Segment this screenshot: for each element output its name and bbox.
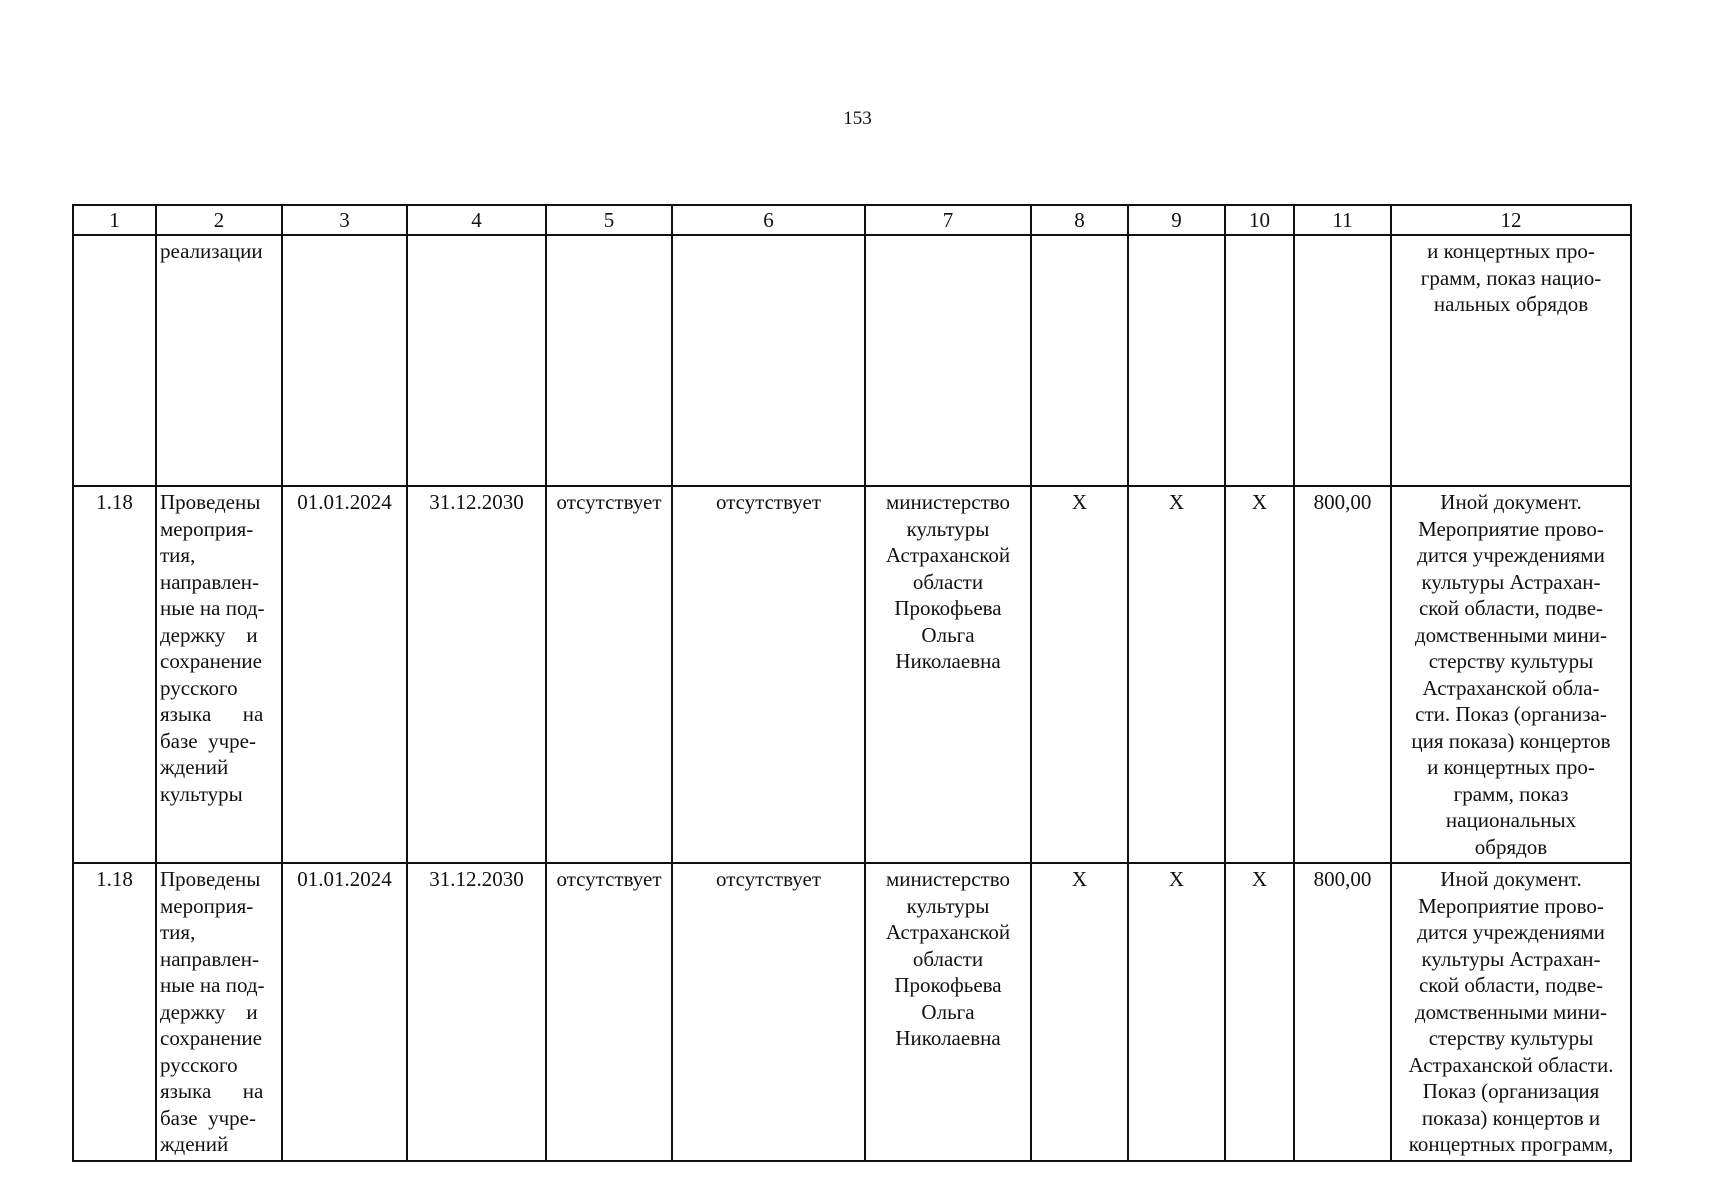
event-name-line: ждений (160, 1132, 229, 1156)
note-line: показа) концертов и (1421, 1105, 1601, 1130)
event-name-line: языка на (160, 1079, 264, 1103)
cell-col6: отсутствует (672, 863, 865, 1161)
cell-number: 1.18 (73, 863, 156, 1161)
responsible-line: Прокофьева (894, 596, 1002, 620)
responsible-line: Астраханской (885, 543, 1011, 567)
event-name-line: держку и (160, 999, 258, 1024)
cell-col10: X (1225, 863, 1294, 1161)
col-header-8: 8 (1031, 205, 1128, 235)
responsible-line: министерство (885, 490, 1011, 514)
cell-col5: отсутствует (546, 863, 672, 1161)
col-header-10: 10 (1225, 205, 1294, 235)
table-row (73, 486, 1631, 863)
event-name-line: сохранение (160, 649, 262, 673)
cell-end-date: 31.12.2030 (407, 486, 546, 863)
event-name-line: направлен- (160, 569, 260, 594)
col-header-11: 11 (1294, 205, 1391, 235)
cell-col5: отсутствует (546, 486, 672, 863)
responsible-line: культуры (906, 516, 990, 541)
cell-note-continued: и концертных про- грамм, показ нацио- нальных обрядов (1391, 235, 1631, 486)
note-line: Мероприятие прово- (1418, 516, 1604, 541)
cell-responsible (865, 863, 1031, 1161)
event-name-line: ждений (160, 755, 229, 779)
event-name-line: языка на (160, 702, 264, 726)
col-header-4: 4 (407, 205, 546, 235)
event-name-line: русского (160, 1052, 238, 1077)
cell-col10: X (1225, 486, 1294, 863)
responsible-line: министерство (885, 867, 1011, 891)
cell-empty (865, 235, 1031, 486)
note-line: национальных (1445, 808, 1577, 832)
cell-empty (1294, 235, 1391, 486)
responsible-line: Прокофьева (894, 973, 1002, 997)
note-line: Астраханской области. (1408, 1052, 1614, 1077)
note-line: Иной документ. (1440, 867, 1582, 891)
event-name-line: базе учре- (160, 728, 256, 753)
event-name-line: направлен- (160, 946, 260, 971)
col-header-3: 3 (282, 205, 407, 235)
table-row (73, 863, 1631, 1161)
cell-empty (73, 235, 156, 486)
cell-empty (546, 235, 672, 486)
col-header-9: 9 (1128, 205, 1225, 235)
event-name-line: Проведены (160, 490, 261, 514)
note-line: дится учреждениями (1417, 920, 1605, 944)
responsible-line: области (912, 569, 984, 594)
cell-empty (282, 235, 407, 486)
cell-amount: 800,00 (1294, 486, 1391, 863)
note-line: Астраханской обла- (1422, 675, 1600, 700)
note-line: домственными мини- (1414, 622, 1608, 647)
event-name-line: тия, (160, 920, 196, 944)
event-name-line: русского (160, 675, 238, 700)
responsible-line: Николаевна (895, 1026, 1001, 1050)
cell-empty (1031, 235, 1128, 486)
note-line: домственными мини- (1414, 999, 1608, 1024)
note-line: культуры Астрахан- (1421, 569, 1601, 594)
note-line: грамм, показ (1453, 781, 1569, 806)
event-name-line: мероприя- (160, 893, 254, 918)
cell-col6: отсутствует (672, 486, 865, 863)
cell-col8: X (1031, 486, 1128, 863)
table-row-continued (73, 235, 1631, 486)
cell-empty (1128, 235, 1225, 486)
event-name-line: Проведены (160, 867, 261, 891)
col-header-6: 6 (672, 205, 865, 235)
cell-number: 1.18 (73, 486, 156, 863)
cell-col8: X (1031, 863, 1128, 1161)
cell-note (1391, 486, 1631, 863)
note-line: ской области, подве- (1418, 973, 1604, 997)
note-line: концертных программ, (1408, 1132, 1614, 1156)
note-line: культуры Астрахан- (1421, 946, 1601, 971)
note-line: и концертных про- (1427, 755, 1595, 779)
cell-note (1391, 863, 1631, 1161)
responsible-line: Николаевна (895, 649, 1001, 673)
cell-col9: X (1128, 863, 1225, 1161)
cell-start-date: 01.01.2024 (282, 863, 407, 1161)
note-line: ской области, подве- (1418, 596, 1604, 620)
cell-responsible (865, 486, 1031, 863)
event-name-line: ные на под- (160, 973, 265, 997)
col-header-5: 5 (546, 205, 672, 235)
cell-col9: X (1128, 486, 1225, 863)
responsible-line: области (912, 946, 984, 971)
cell-event-name (156, 486, 282, 863)
note-line: обрядов (1474, 834, 1548, 859)
note-line: Иной документ. (1440, 490, 1582, 514)
header-row (73, 205, 1631, 235)
cell-empty (672, 235, 865, 486)
cell-start-date: 01.01.2024 (282, 486, 407, 863)
responsible-line: Ольга (921, 622, 975, 647)
note-line: ция показа) концертов (1411, 728, 1611, 753)
cell-end-date: 31.12.2030 (407, 863, 546, 1161)
note-line: Показ (организация (1422, 1079, 1600, 1103)
event-name-line: культуры (160, 781, 243, 806)
responsible-line: культуры (906, 893, 990, 918)
event-name-line: ные на под- (160, 596, 265, 620)
note-line: стерству культуры (1428, 649, 1594, 673)
note-line: сти. Показ (организа- (1415, 702, 1607, 726)
event-name-line: мероприя- (160, 516, 254, 541)
event-name-line: базе учре- (160, 1105, 256, 1130)
event-name-line: держку и (160, 622, 258, 647)
event-name-line: сохранение (160, 1026, 262, 1050)
cell-empty (407, 235, 546, 486)
col-header-1: 1 (73, 205, 156, 235)
col-header-7: 7 (865, 205, 1031, 235)
responsible-line: Астраханской (885, 920, 1011, 944)
note-line: Мероприятие прово- (1418, 893, 1604, 918)
cell-amount: 800,00 (1294, 863, 1391, 1161)
event-name-line: тия, (160, 543, 196, 567)
note-line: дится учреждениями (1417, 543, 1605, 567)
note-line: стерству культуры (1428, 1026, 1594, 1050)
responsible-line: Ольга (921, 999, 975, 1024)
cell-event-name (156, 863, 282, 1161)
col-header-2: 2 (156, 205, 282, 235)
col-header-12: 12 (1391, 205, 1631, 235)
cell-name-continued: реализации (156, 235, 282, 486)
cell-empty (1225, 235, 1294, 486)
page-number: 153 (843, 108, 872, 129)
program-table (72, 204, 1632, 1162)
